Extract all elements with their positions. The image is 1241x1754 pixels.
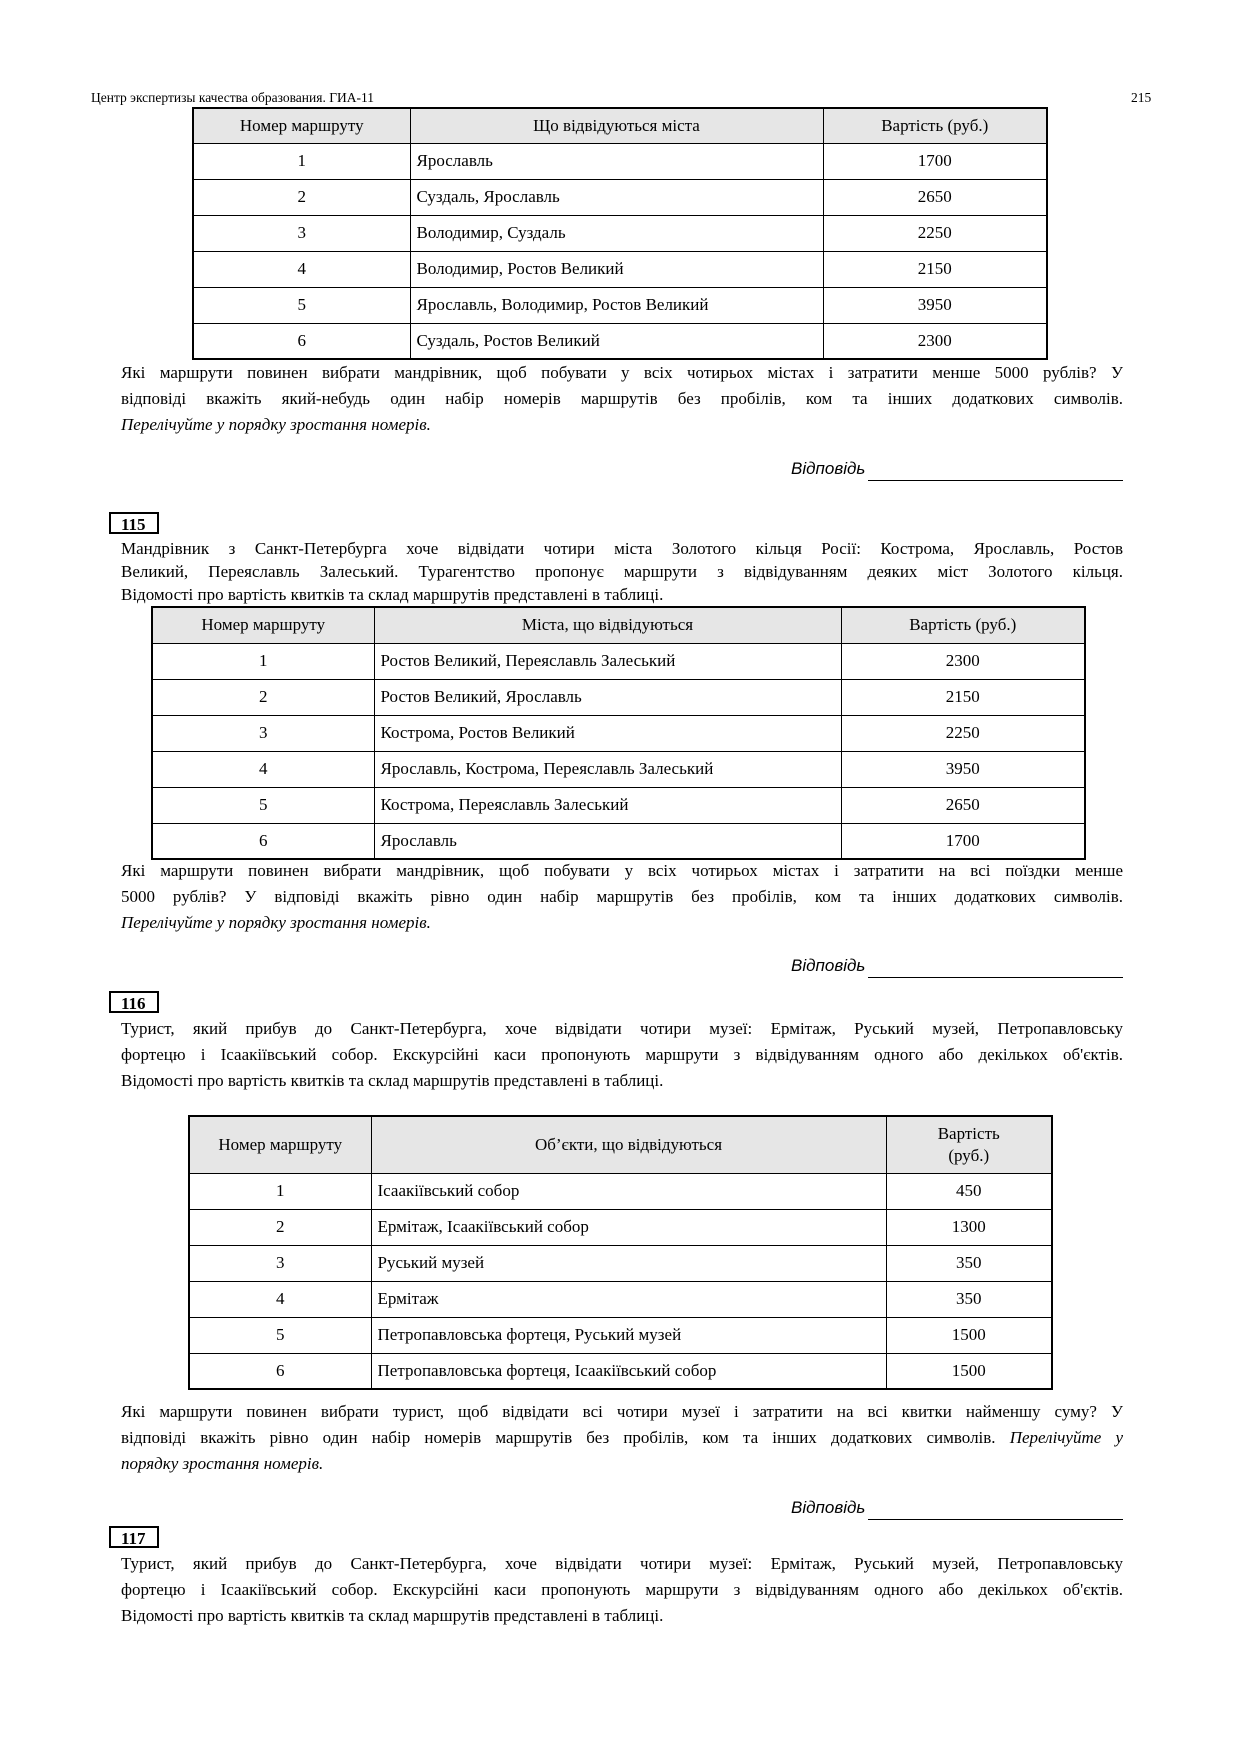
answer-label: Відповідь: [791, 1498, 866, 1517]
text-line: фортецю і Ісаакіївський собор. Екскурсійні каси пропонують маршрути з відвідуванням одного або декількох об'єктів.: [121, 1580, 1123, 1599]
question-number: [109, 1526, 159, 1548]
answer-field[interactable]: [868, 976, 1123, 978]
text-line: Відомості про вартість квитків та склад маршрутів представлені в таблиці.: [121, 585, 664, 604]
text-line: Які маршрути повинен вибрати мандрівник, щоб побувати у всіх чотирьох містах і затратити на всі поїздки менше: [121, 861, 1123, 880]
route-objects: Ермітаж: [371, 1281, 886, 1317]
route-cities: Володимир, Суздаль: [410, 215, 823, 251]
table-row: [189, 1281, 1052, 1317]
column-header: Номер маршруту: [152, 607, 374, 643]
question-116-intro: [121, 1016, 1123, 1094]
table-row: [193, 215, 1047, 251]
answer-field[interactable]: [868, 1518, 1123, 1520]
route-cost: 1500: [886, 1353, 1052, 1389]
answer-label: Відповідь: [791, 459, 866, 478]
route-cities: Ярославль, Кострома, Переяславль Залеський: [374, 751, 841, 787]
text-line: Перелічуйте у порядку зростання номерів.: [121, 913, 431, 932]
route-number: 6: [152, 823, 374, 859]
route-cost: 1500: [886, 1317, 1052, 1353]
text-line: [121, 1425, 1123, 1451]
text-line: Турист, який прибув до Санкт-Петербурга, хоче відвідати чотири музеї: Ермітаж, Руський музей, Петропавловську: [121, 1554, 1123, 1573]
column-header: Міста, що відвідуються: [374, 607, 841, 643]
routes-table-115: [151, 606, 1086, 860]
route-cost: 3950: [841, 751, 1085, 787]
question-116-text: [121, 1399, 1123, 1477]
route-cost: 2250: [841, 715, 1085, 751]
route-number: 3: [189, 1245, 371, 1281]
column-header: [886, 1116, 1052, 1173]
route-number: 3: [152, 715, 374, 751]
page-number: 215: [1131, 90, 1152, 105]
text-line: Які маршрути повинен вибрати турист, щоб відвідати всі чотири музеї і затратити на всі квитки найменшу суму? У: [121, 1402, 1123, 1421]
column-header: Вартість (руб.): [841, 607, 1085, 643]
text-line: Турист, який прибув до Санкт-Петербурга, хоче відвідати чотири музеї: Ермітаж, Руський музей, Петропавловську: [121, 1019, 1123, 1038]
routes-table-116: [188, 1115, 1053, 1390]
table-row: [189, 1245, 1052, 1281]
route-cost: 2150: [823, 251, 1047, 287]
question-number-text: 115: [121, 515, 146, 534]
route-cost: 350: [886, 1281, 1052, 1317]
answer-label: Відповідь: [791, 956, 866, 975]
route-cost: 1700: [823, 143, 1047, 179]
running-header: Центр экспертизы качества образования. ГИА-11: [91, 90, 374, 105]
text-line: Великий, Переяславль Залеський. Турагентство пропонує маршрути з відвідуванням деяких міст Золотого кільця.: [121, 562, 1123, 581]
table-row: [193, 143, 1047, 179]
route-cities: Ростов Великий, Ярославль: [374, 679, 841, 715]
route-cities: Ярославль: [374, 823, 841, 859]
route-objects: Петропавловська фортеця, Ісаакіївський собор: [371, 1353, 886, 1389]
route-number: 4: [193, 251, 410, 287]
text-line: порядку зростання номерів.: [121, 1454, 324, 1473]
question-117-intro: [121, 1551, 1123, 1629]
question-number: [109, 991, 159, 1013]
route-cities: Ярославль, Володимир, Ростов Великий: [410, 287, 823, 323]
route-number: 4: [189, 1281, 371, 1317]
question-number-text: 116: [121, 994, 146, 1013]
text-line: Відомості про вартість квитків та склад маршрутів представлені в таблиці.: [121, 1606, 664, 1625]
text-line: Відомості про вартість квитків та склад маршрутів представлені в таблиці.: [121, 1071, 664, 1090]
text-line: фортецю і Ісаакіївський собор. Екскурсійні каси пропонують маршрути з відвідуванням одного або декількох об'єктів.: [121, 1045, 1123, 1064]
column-header: Об’єкти, що відвідуються: [371, 1116, 886, 1173]
route-number: 3: [193, 215, 410, 251]
table-row: [152, 679, 1085, 715]
route-cost: 450: [886, 1173, 1052, 1209]
question-115-text: [121, 858, 1123, 936]
route-number: 5: [152, 787, 374, 823]
text-span-italic: Перелічуйте у: [1009, 1428, 1123, 1447]
question-number: [109, 512, 159, 534]
table-row: [189, 1317, 1052, 1353]
route-number: 5: [189, 1317, 371, 1353]
table-header-row: [152, 607, 1085, 643]
route-number: 4: [152, 751, 374, 787]
table-row: [152, 643, 1085, 679]
route-number: 2: [193, 179, 410, 215]
route-cost: 2150: [841, 679, 1085, 715]
text-line: відповіді вкажіть який-небудь один набір номерів маршрутів без пробілів, ком та інших додаткових символів.: [121, 389, 1123, 408]
table-row: [189, 1173, 1052, 1209]
route-cost: 2650: [841, 787, 1085, 823]
table-row: [193, 179, 1047, 215]
answer-field[interactable]: [868, 479, 1123, 481]
table-header-row: [193, 108, 1047, 143]
column-header: Номер маршруту: [189, 1116, 371, 1173]
route-cost: 1700: [841, 823, 1085, 859]
route-cities: Ярославль: [410, 143, 823, 179]
route-cities: Суздаль, Ярославль: [410, 179, 823, 215]
table-row: [193, 251, 1047, 287]
route-cities: Кострома, Ростов Великий: [374, 715, 841, 751]
table-row: [152, 751, 1085, 787]
table-row: [189, 1353, 1052, 1389]
text-line: Мандрівник з Санкт-Петербурга хоче відвідати чотири міста Золотого кільця Росії: Кострома, Ярославль, Ростов: [121, 539, 1123, 558]
route-cost: 350: [886, 1245, 1052, 1281]
routes-table-114: [192, 107, 1048, 360]
table-row: [193, 323, 1047, 359]
question-115-intro: [121, 537, 1123, 606]
text-line: Перелічуйте у порядку зростання номерів.: [121, 415, 431, 434]
route-cost: 2300: [823, 323, 1047, 359]
route-objects: Руський музей: [371, 1245, 886, 1281]
column-header: Вартість (руб.): [823, 108, 1047, 143]
route-number: 6: [189, 1353, 371, 1389]
route-cities: Ростов Великий, Переяславль Залеський: [374, 643, 841, 679]
question-number-text: 117: [121, 1529, 146, 1548]
text-span: відповіді вкажіть рівно один набір номерів маршрутів без пробілів, ком та інших додаткових символів.: [121, 1428, 1010, 1447]
route-number: 1: [189, 1173, 371, 1209]
route-number: 2: [189, 1209, 371, 1245]
route-number: 1: [152, 643, 374, 679]
column-header: Номер маршруту: [193, 108, 410, 143]
route-objects: Ермітаж, Ісаакіївський собор: [371, 1209, 886, 1245]
route-cost: 2650: [823, 179, 1047, 215]
cost-header-line1: Вартість: [937, 1123, 1000, 1143]
route-cost: 2250: [823, 215, 1047, 251]
route-objects: Ісаакіївський собор: [371, 1173, 886, 1209]
table-header-row: [189, 1116, 1052, 1173]
cost-header-line2: (руб.): [948, 1145, 990, 1165]
table-row: [193, 287, 1047, 323]
route-cost: 2300: [841, 643, 1085, 679]
route-number: 1: [193, 143, 410, 179]
text-line: Які маршрути повинен вибрати мандрівник, щоб побувати у всіх чотирьох містах і затратити менше 5000 рублів? У: [121, 363, 1123, 382]
column-header: Що відвідуються міста: [410, 108, 823, 143]
route-number: 5: [193, 287, 410, 323]
text-line: 5000 рублів? У відповіді вкажіть рівно один набір маршрутів без пробілів, ком та інших додаткових символів.: [121, 887, 1123, 906]
route-number: 6: [193, 323, 410, 359]
route-cities: Суздаль, Ростов Великий: [410, 323, 823, 359]
table-row: [152, 715, 1085, 751]
table-row: [189, 1209, 1052, 1245]
route-number: 2: [152, 679, 374, 715]
question-114-text: [121, 360, 1123, 438]
route-objects: Петропавловська фортеця, Руський музей: [371, 1317, 886, 1353]
route-cost: 3950: [823, 287, 1047, 323]
route-cost: 1300: [886, 1209, 1052, 1245]
route-cities: Володимир, Ростов Великий: [410, 251, 823, 287]
route-cities: Кострома, Переяславль Залеський: [374, 787, 841, 823]
table-row: [152, 823, 1085, 859]
table-row: [152, 787, 1085, 823]
